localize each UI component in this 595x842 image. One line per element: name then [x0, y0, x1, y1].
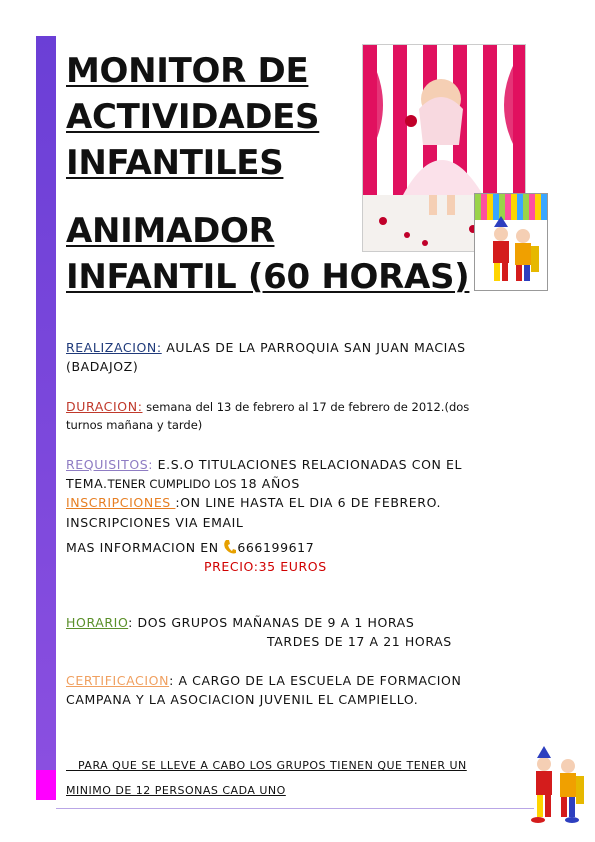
requisitos-line-1 — [66, 455, 462, 474]
inscripciones-line-2: INSCRIPCIONES VIA EMAIL — [66, 515, 244, 530]
certificacion-label: CERTIFICACION — [66, 673, 170, 688]
duracion-value: semana del 13 de febrero al 17 de febrero de 2012.(dos — [142, 400, 470, 414]
nota-line-1: PARA QUE SE LLEVE A CABO LOS GRUPOS TIENEN QUE TENER UN — [66, 759, 467, 772]
title-line-1: MONITOR DE — [66, 51, 309, 91]
horario-label: HORARIO — [66, 615, 129, 630]
requisitos-value: E.S.O TITULACIONES RELACIONADAS CON EL — [153, 457, 463, 472]
certificacion-line-2: CAMPANA Y LA ASOCIACION JUVENIL EL CAMPIELLO. — [66, 692, 419, 707]
inscripciones-label: INSCRIPCIONES — [66, 495, 176, 510]
title-line-5: INFANTIL (60 HORAS) — [66, 257, 470, 297]
requisitos-sep: : — [148, 457, 154, 472]
duracion-line-2: turnos mañana y tarde) — [66, 418, 203, 432]
horario-line-2: TARDES DE 17 A 21 HORAS — [267, 634, 452, 649]
duracion-label: DURACION: — [66, 399, 143, 414]
inscripciones-line-1 — [66, 493, 441, 512]
realizacion-label: REALIZACION: — [66, 340, 162, 355]
certificacion-line-1 — [66, 671, 461, 690]
duracion-line-1 — [66, 397, 469, 417]
phone-icon — [223, 539, 237, 555]
title-line-3: INFANTILES — [66, 143, 284, 183]
bottom-clown-picture — [524, 744, 590, 826]
title-line-2: ACTIVIDADES — [66, 97, 320, 137]
horario-line-1 — [66, 613, 414, 632]
left-accent-bar — [36, 36, 56, 770]
certificacion-value: : A CARGO DE LA ESCUELA DE FORMACION — [169, 673, 462, 688]
precio: PRECIO:35 EUROS — [204, 559, 327, 574]
requisitos-line-2 — [66, 474, 300, 494]
mas-informacion-label: MAS INFORMACION EN — [66, 540, 224, 555]
requisitos-label: REQUISITOS — [66, 457, 149, 472]
inscripciones-value: :ON LINE HASTA EL DIA 6 DE FEBRERO. — [175, 495, 442, 510]
title-line-4: ANIMADOR — [66, 211, 275, 251]
realizacion-value: AULAS DE LA PARROQUIA SAN JUAN MACIAS — [161, 340, 466, 355]
bottom-rule — [56, 808, 534, 809]
horario-value: : DOS GRUPOS MAÑANAS DE 9 A 1 HORAS — [128, 615, 415, 630]
realizacion-line-2: (BADAJOZ) — [66, 359, 139, 374]
requisitos-tema: TEMA. — [66, 476, 108, 491]
requisitos-edad-text: TENER CUMPLIDO LOS — [107, 477, 241, 491]
requisitos-edad: 18 AÑOS — [240, 476, 300, 491]
left-accent-block — [36, 770, 56, 800]
phone-number: 666199617 — [237, 540, 315, 555]
mas-informacion-line — [66, 538, 314, 557]
clown-photo — [474, 193, 548, 291]
realizacion-line-1 — [66, 338, 466, 357]
nota-line-2: MINIMO DE 12 PERSONAS CADA UNO — [66, 784, 286, 797]
